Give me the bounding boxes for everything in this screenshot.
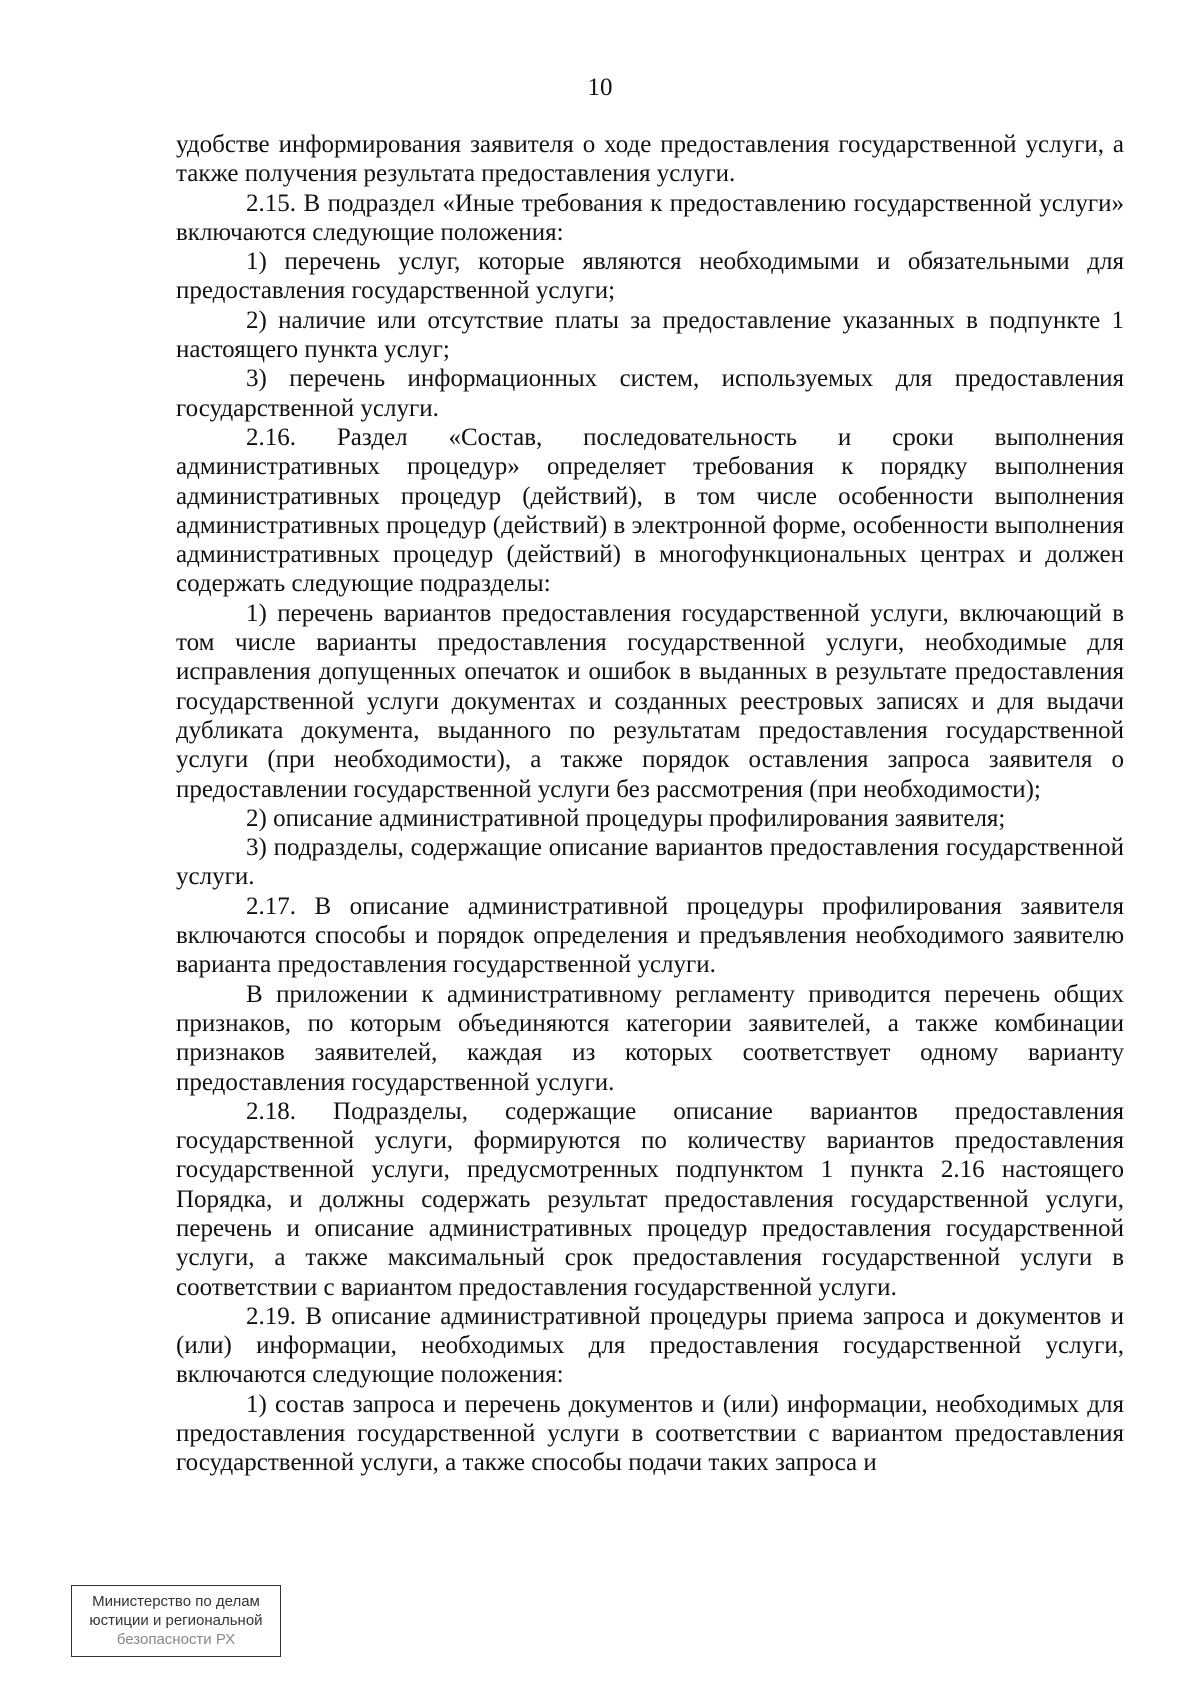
paragraph: 2.19. В описание административной процедуры приема запроса и документов и (или) информации, необходимых для предоставления государственной услуги, включаются следующие положения: [176, 1302, 1124, 1389]
paragraph: 3) перечень информационных систем, используемых для предоставления государственной услуги. [176, 365, 1124, 422]
paragraph: 2.17. В описание административной процедуры профилирования заявителя включаются способы и порядок определения и предъявления необходимого заявителю варианта предоставления государственной услуги. [176, 892, 1124, 979]
stamp-line: Министерство по делам [92, 1593, 260, 1610]
page-number: 10 [587, 74, 613, 101]
paragraph: 2) наличие или отсутствие платы за предоставление указанных в подпункте 1 настоящего пункта услуг; [176, 306, 1124, 364]
paragraph: 1) перечень вариантов предоставления государственной услуги, включающий в том числе варианты предоставления государственной услуги, необходимые для исправления допущенных опечаток и ошибок в выданных в результате предоставления государственной услуги документах и созданных реестровых записях и для выдачи дубликата документа, выданного по результатам предоставления государственной услуги (при необходимости), а также порядок оставления запроса заявителя о предоставлении государственной услуги без рассмотрения (при необходимости); [176, 599, 1124, 803]
paragraph: 2.15. В подраздел «Иные требования к предоставлению государственной услуги» включаются следующие положения: [176, 189, 1124, 246]
stamp-line: юстиции и региональной [89, 1612, 263, 1629]
paragraph: удобстве информирования заявителя о ходе предоставления государственной услуги, а также получения результата предоставления услуги. [176, 131, 1124, 188]
paragraph: В приложении к административному регламенту приводится перечень общих признаков, по которым объединяются категории заявителей, а также комбинации признаков заявителей, каждая из которых соответствует одному варианту предоставления государственной услуги. [176, 980, 1124, 1096]
paragraph: 3) подразделы, содержащие описание вариантов предоставления государственной услуги. [176, 834, 1124, 891]
paragraph: 2.18. Подразделы, содержащие описание вариантов предоставления государственной услуги, формируются по количеству вариантов предоставления государственной услуги, предусмотренных подпунктом 1 пункта 2.16 настоящего Порядка, и должны содержать результат предоставления государственной услуги, перечень и описание административных процедур предоставления государственной услуги, а также максимальный срок предоставления государственной услуги в соответствии с вариантом предоставления государственной услуги. [176, 1097, 1124, 1301]
paragraph: 1) перечень услуг, которые являются необходимыми и обязательными для предоставления государственной услуги; [176, 248, 1124, 305]
paragraph: 2.16. Раздел «Состав, последовательность и сроки выполнения административных процедур» определяет требования к порядку выполнения административных процедур (действий), в том числе особенности выполнения административных процедур (действий) в электронной форме, особенности выполнения административных процедур (действий) в многофункциональных центрах и должен содержать следующие подразделы: [176, 423, 1124, 598]
document-body [176, 130, 1124, 1478]
ministry-stamp [71, 1585, 281, 1657]
paragraph: 2) описание административной процедуры профилирования заявителя; [246, 804, 1006, 832]
stamp-line: безопасности РХ [116, 1631, 236, 1648]
paragraph: 1) состав запроса и перечень документов и (или) информации, необходимых для предоставления государственной услуги в соответствии с вариантом предоставления государственной услуги, а также способы подачи таких запроса и [176, 1390, 1124, 1477]
